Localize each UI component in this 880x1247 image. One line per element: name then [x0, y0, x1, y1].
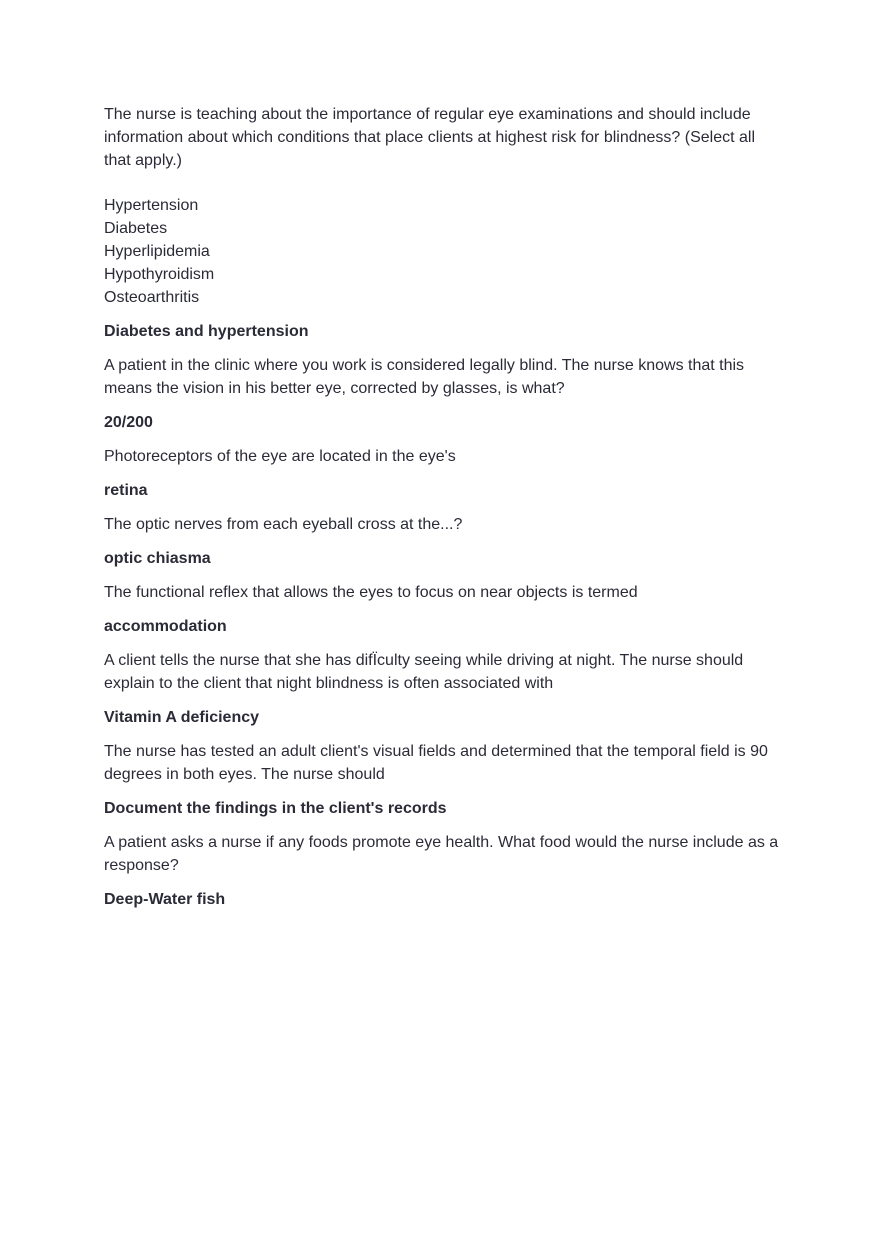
- document-body: [104, 103, 784, 922]
- answer-text: Deep-Water fish: [104, 891, 226, 908]
- question-text: A patient in the clinic where you work is considered legally blind. The nurse knows that this means the vision in his better eye, corrected by glasses, is what?: [104, 357, 745, 397]
- answer-text: 20/200: [104, 414, 153, 431]
- answer-option: Osteoarthritis: [104, 289, 200, 306]
- question-text: The optic nerves from each eyeball cross at the...?: [104, 516, 463, 533]
- answer-option: Diabetes: [104, 220, 168, 237]
- question-text: A patient asks a nurse if any foods promote eye health. What food would the nurse include as a response?: [104, 834, 779, 874]
- answer-text: Vitamin A deficiency: [104, 709, 260, 726]
- question-text: A client tells the nurse that she has difÏculty seeing while driving at night. The nurse should explain to the client that night blindness is often associated with: [104, 652, 744, 692]
- answer-text: optic chiasma: [104, 550, 211, 567]
- answer-text: Document the findings in the client's records: [104, 800, 447, 817]
- answer-options-list: [104, 194, 784, 309]
- answer-option: Hyperlipidemia: [104, 243, 210, 260]
- question-text: Photoreceptors of the eye are located in the eye's: [104, 448, 456, 465]
- answer-text: Diabetes and hypertension: [104, 323, 309, 340]
- answer-text: retina: [104, 482, 148, 499]
- answer-option: Hypertension: [104, 197, 199, 214]
- question-text: The nurse is teaching about the importance of regular eye examinations and should include information about which conditions that place clients at highest risk for blindness? (Select all that apply.): [104, 106, 756, 169]
- question-text: The functional reflex that allows the eyes to focus on near objects is termed: [104, 584, 638, 601]
- answer-text: accommodation: [104, 618, 227, 635]
- question-text: The nurse has tested an adult client's visual fields and determined that the temporal field is 90 degrees in both eyes. The nurse should: [104, 743, 768, 783]
- answer-option: Hypothyroidism: [104, 266, 215, 283]
